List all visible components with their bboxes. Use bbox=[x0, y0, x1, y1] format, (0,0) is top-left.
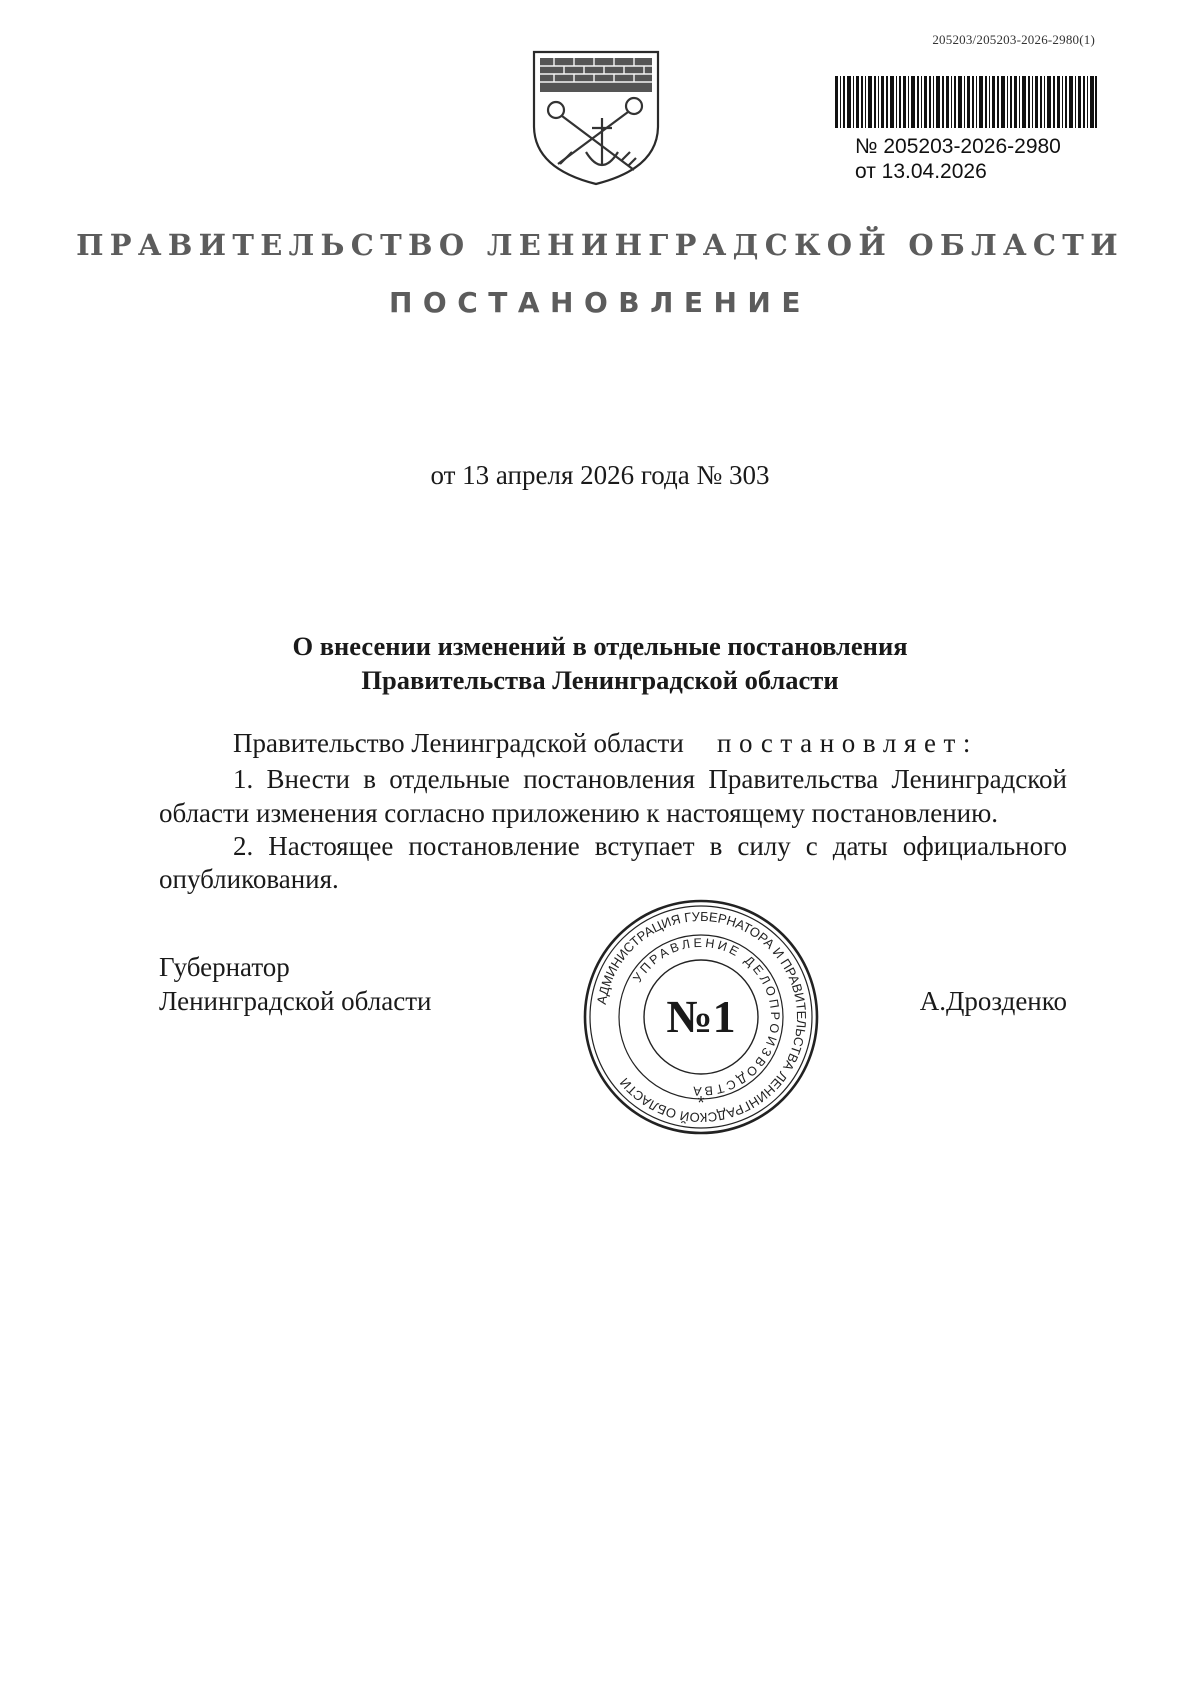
subject-line-1: О внесении изменений в отдельные постановления bbox=[292, 631, 908, 661]
stamp-number: №1 bbox=[666, 991, 736, 1042]
document-type: ПОСТАНОВЛЕНИЕ bbox=[388, 286, 811, 319]
item-1-line-2: области изменения согласно приложению к настоящему постановлению. bbox=[159, 798, 999, 828]
official-stamp bbox=[582, 898, 820, 1136]
signatory-post-line-2: Ленинградской области bbox=[159, 986, 432, 1016]
item-1-line-1: 1. Внести в отдельные постановления Правительства Ленинградской bbox=[233, 764, 1067, 794]
signatory-name: А.Дрозденко bbox=[919, 986, 1067, 1016]
subject-line-2: Правительства Ленинградской области bbox=[361, 665, 839, 695]
barcode-icon bbox=[835, 76, 1097, 128]
registration-number: № 205203-2026-2980 bbox=[855, 135, 1061, 158]
coat-of-arms-icon bbox=[530, 48, 662, 188]
item-2-line-2: опубликования. bbox=[159, 864, 339, 894]
stamp-inner-text: УПРАВЛЕНИЕ ДЕЛОПРОИЗВОДСТВА bbox=[630, 935, 783, 1099]
registration-date: от 13.04.2026 bbox=[855, 160, 987, 183]
decree-date-number: от 13 апреля 2026 года № 303 bbox=[430, 460, 770, 490]
government-title: ПРАВИТЕЛЬСТВО ЛЕНИНГРАДСКОЙ ОБЛАСТИ bbox=[76, 228, 1124, 262]
signatory-post-line-1: Губернатор bbox=[159, 952, 290, 982]
stamp-mark: * bbox=[697, 1093, 705, 1113]
intro-verb: постановляет: bbox=[717, 728, 979, 758]
stamp-outer-text: АДМИНИСТРАЦИЯ ГУБЕРНАТОРА И ПРАВИТЕЛЬСТВА ЛЕНИНГРАДСКОЙ ОБЛАСТИ bbox=[593, 908, 810, 1126]
intro-text: Правительство Ленинградской области bbox=[233, 728, 684, 758]
item-2-line-1: 2. Настоящее постановление вступает в силу с даты официального bbox=[233, 831, 1067, 861]
document-code: 205203/205203-2026-2980(1) bbox=[932, 32, 1095, 47]
